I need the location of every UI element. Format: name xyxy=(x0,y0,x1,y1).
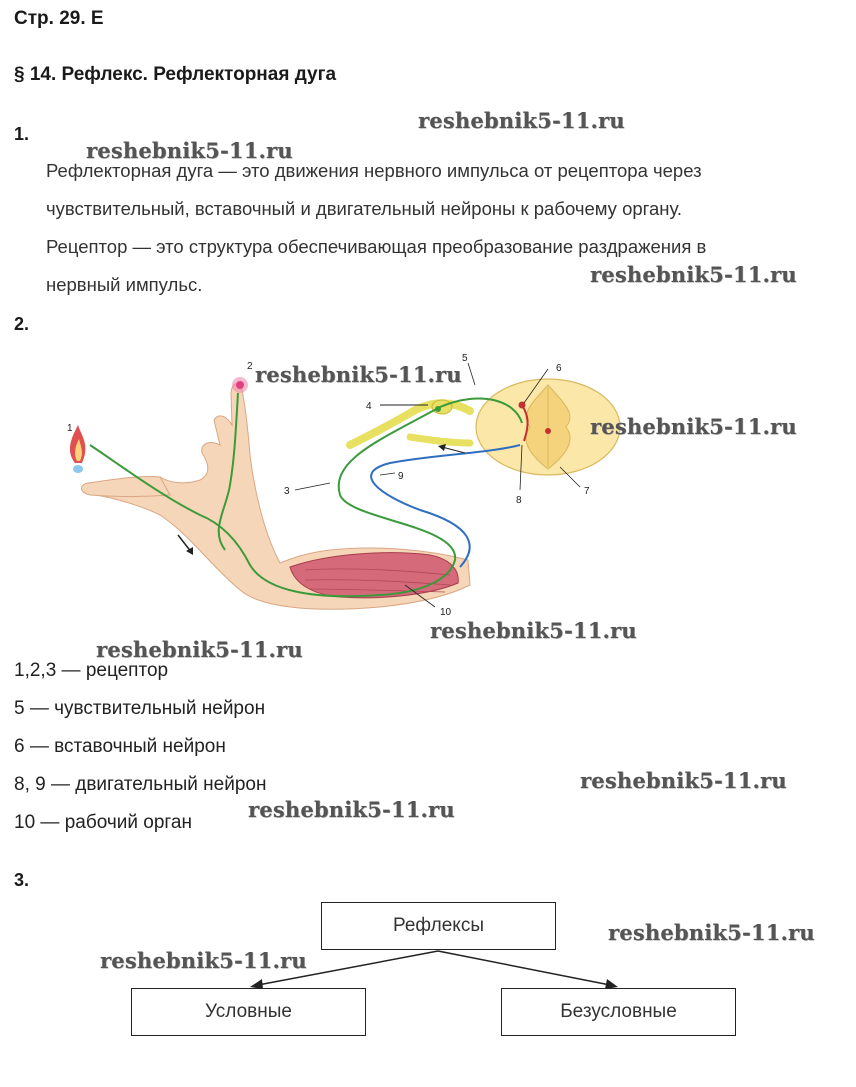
legend-item: 1,2,3 — рецептор xyxy=(14,660,169,681)
watermark: reshebnik5-11.ru xyxy=(430,618,637,643)
figure-label-10: 10 xyxy=(440,607,452,618)
conditioned-reflex-label: Условные xyxy=(205,1001,292,1022)
task-2-number: 2. xyxy=(14,314,30,334)
task-1-line-1: Рефлекторная дуга — это движения нервного импульса от рецептора через xyxy=(46,160,702,181)
watermark: reshebnik5-11.ru xyxy=(590,262,797,287)
task-1-line-4: нервный импульс. xyxy=(46,274,203,295)
watermark: reshebnik5-11.ru xyxy=(418,108,625,133)
task-3-number: 3. xyxy=(14,870,30,890)
figure-label-8: 8 xyxy=(516,495,522,506)
figure-label-3: 3 xyxy=(284,486,290,497)
task-1-number: 1. xyxy=(14,124,30,144)
watermark: reshebnik5-11.ru xyxy=(100,948,307,973)
figure-label-1: 1 xyxy=(67,423,73,434)
task-1-line-2: чувствительный, вставочный и двигательный нейроны к рабочему органу. xyxy=(46,198,683,219)
watermark: reshebnik5-11.ru xyxy=(248,797,455,822)
legend-item: 8, 9 — двигательный нейрон xyxy=(14,774,267,795)
figure-label-4: 4 xyxy=(366,401,372,412)
section-title: § 14. Рефлекс. Рефлекторная дуга xyxy=(14,64,337,85)
watermark: reshebnik5-11.ru xyxy=(608,920,815,945)
figure-label-9: 9 xyxy=(398,471,404,482)
figure-label-7: 7 xyxy=(584,486,590,497)
page-header: Стр. 29. Е xyxy=(14,8,104,29)
watermark: reshebnik5-11.ru xyxy=(96,637,303,662)
legend-item: 10 — рабочий орган xyxy=(14,812,192,833)
unconditioned-reflex-label: Безусловные xyxy=(560,1001,677,1022)
watermark: reshebnik5-11.ru xyxy=(590,414,797,439)
watermark: reshebnik5-11.ru xyxy=(255,362,462,387)
reflexes-root-label: Рефлексы xyxy=(393,915,484,936)
watermark: reshebnik5-11.ru xyxy=(86,138,293,163)
figure-label-5: 5 xyxy=(462,353,468,364)
watermark: reshebnik5-11.ru xyxy=(580,768,787,793)
legend-item: 6 — вставочный нейрон xyxy=(14,736,226,757)
legend-item: 5 — чувствительный нейрон xyxy=(14,698,266,719)
figure-label-2: 2 xyxy=(247,361,253,372)
figure-label-6: 6 xyxy=(556,363,562,374)
task-1-line-3: Рецептор — это структура обеспечивающая преобразование раздражения в xyxy=(46,236,707,257)
